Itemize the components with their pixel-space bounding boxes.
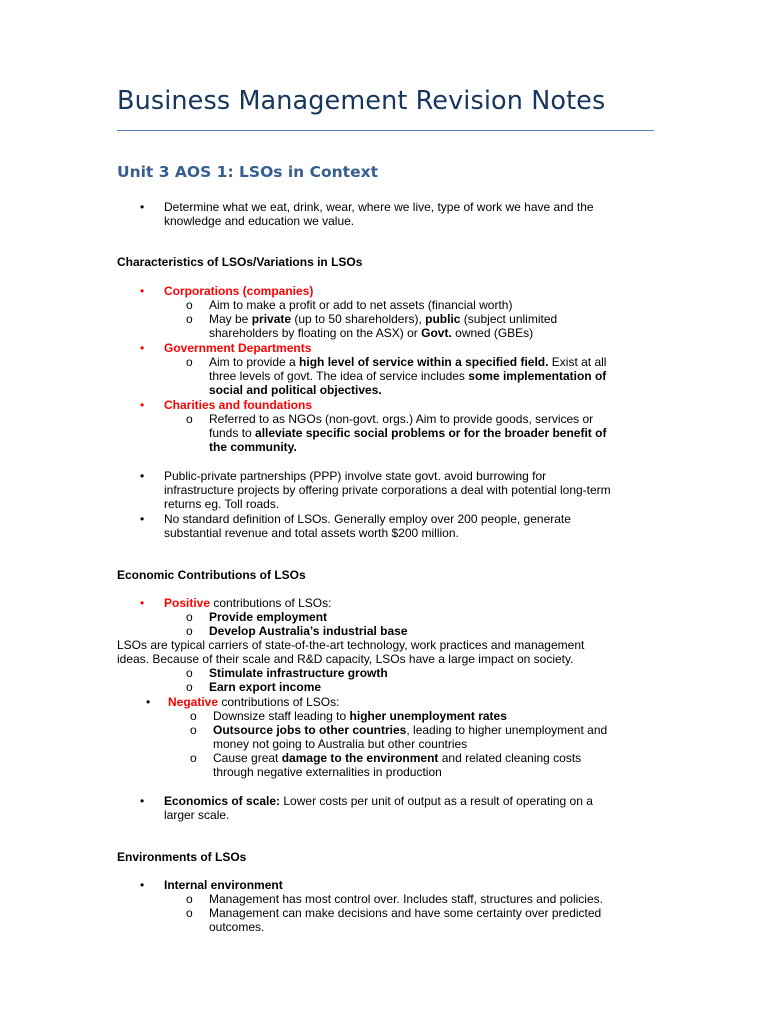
positive-point-1: Provide employment: [209, 610, 328, 624]
corp-point-1: Aim to make a profit or add to net assets (financial worth): [209, 298, 513, 312]
positive-point-4: Earn export income: [209, 680, 322, 694]
positive-contributions: Positive contributions of LSOs:: [164, 596, 332, 610]
charities-label: Charities and foundations: [164, 398, 313, 412]
gov-point-1-cont: three levels of govt. The idea of service includes some implementation of: [209, 369, 607, 383]
economics-of-scale-cont: larger scale.: [164, 808, 230, 822]
positive-point-3: Stimulate infrastructure growth: [209, 666, 388, 680]
bullet-icon: •: [140, 341, 145, 355]
char-point-1: Referred to as NGOs (non-govt. orgs.) Aim to provide goods, services or: [209, 412, 594, 426]
government-departments-label: Government Departments: [164, 341, 312, 355]
negative-point-3: Cause great damage to the environment and related cleaning costs: [213, 751, 582, 765]
corp-point-2-cont: shareholders by floating on the ASX) or Govt. owned (GBEs): [209, 326, 534, 340]
internal-point-2: Management can make decisions and have some certainty over predicted: [209, 906, 602, 920]
ppp-line-3: returns eg. Toll roads.: [164, 497, 280, 511]
bullet-icon: •: [140, 398, 145, 412]
corporations-label: Corporations (companies): [164, 284, 314, 298]
bullet-icon: •: [140, 596, 145, 610]
nodef-line-2: substantial revenue and total assets worth $200 million.: [164, 526, 459, 540]
sub-bullet-icon: o: [190, 723, 197, 737]
bullet-icon: •: [140, 200, 145, 214]
lso-paragraph-line-2: ideas. Because of their scale and R&D capacity, LSOs have a large impact on society.: [117, 652, 574, 666]
unit-heading: Unit 3 AOS 1: LSOs in Context: [117, 163, 379, 181]
internal-environment-label: Internal environment: [164, 878, 283, 892]
economics-of-scale: Economics of scale: Lower costs per unit of output as a result of operating on a: [164, 794, 593, 808]
sub-bullet-icon: o: [186, 312, 193, 326]
internal-point-1: Management has most control over. Includes staff, structures and policies.: [209, 892, 603, 906]
sub-bullet-icon: o: [186, 412, 193, 426]
document-title: Business Management Revision Notes: [117, 86, 606, 116]
sub-bullet-icon: o: [190, 709, 197, 723]
nodef-line-1: No standard definition of LSOs. Generally employ over 200 people, generate: [164, 512, 571, 526]
section-heading-characteristics: Characteristics of LSOs/Variations in LSOs: [117, 255, 363, 269]
gov-point-1-cont-2: social and political objectives.: [209, 383, 382, 397]
sub-bullet-icon: o: [186, 680, 193, 694]
bullet-icon: •: [140, 284, 145, 298]
bullet-icon: •: [146, 695, 151, 709]
gov-point-1: Aim to provide a high level of service within a specified field. Exist at all: [209, 355, 607, 369]
sub-bullet-icon: o: [186, 624, 193, 638]
intro-line-1: Determine what we eat, drink, wear, where we live, type of work we have and the: [164, 200, 594, 214]
positive-point-2: Develop Australia’s industrial base: [209, 624, 408, 638]
bullet-icon: •: [140, 512, 145, 526]
bullet-icon: •: [140, 469, 145, 483]
negative-point-3-cont: through negative externalities in production: [213, 765, 442, 779]
ppp-line-2: infrastructure projects by offering private corporations a deal with potential long-term: [164, 483, 611, 497]
title-divider: [117, 130, 654, 131]
negative-contributions: Negative contributions of LSOs:: [168, 695, 340, 709]
negative-point-2-cont: money not going to Australia but other countries: [213, 737, 468, 751]
sub-bullet-icon: o: [186, 355, 193, 369]
negative-point-1: Downsize staff leading to higher unemployment rates: [213, 709, 507, 723]
section-heading-economic: Economic Contributions of LSOs: [117, 568, 306, 582]
lso-paragraph-line-1: LSOs are typical carriers of state-of-the-art technology, work practices and management: [117, 638, 585, 652]
bullet-icon: •: [140, 878, 145, 892]
char-point-1-cont-2: the community.: [209, 440, 297, 454]
sub-bullet-icon: o: [186, 892, 193, 906]
section-heading-environments: Environments of LSOs: [117, 850, 247, 864]
sub-bullet-icon: o: [186, 610, 193, 624]
sub-bullet-icon: o: [186, 666, 193, 680]
bullet-icon: •: [140, 794, 145, 808]
negative-point-2: Outsource jobs to other countries, leading to higher unemployment and: [213, 723, 608, 737]
char-point-1-cont: funds to alleviate specific social problems or for the broader benefit of: [209, 426, 607, 440]
sub-bullet-icon: o: [186, 298, 193, 312]
intro-line-2: knowledge and education we value.: [164, 214, 355, 228]
corp-point-2: May be private (up to 50 shareholders), public (subject unlimited: [209, 312, 558, 326]
ppp-line-1: Public-private partnerships (PPP) involve state govt. avoid burrowing for: [164, 469, 547, 483]
internal-point-2-cont: outcomes.: [209, 920, 265, 934]
sub-bullet-icon: o: [186, 906, 193, 920]
sub-bullet-icon: o: [190, 751, 197, 765]
